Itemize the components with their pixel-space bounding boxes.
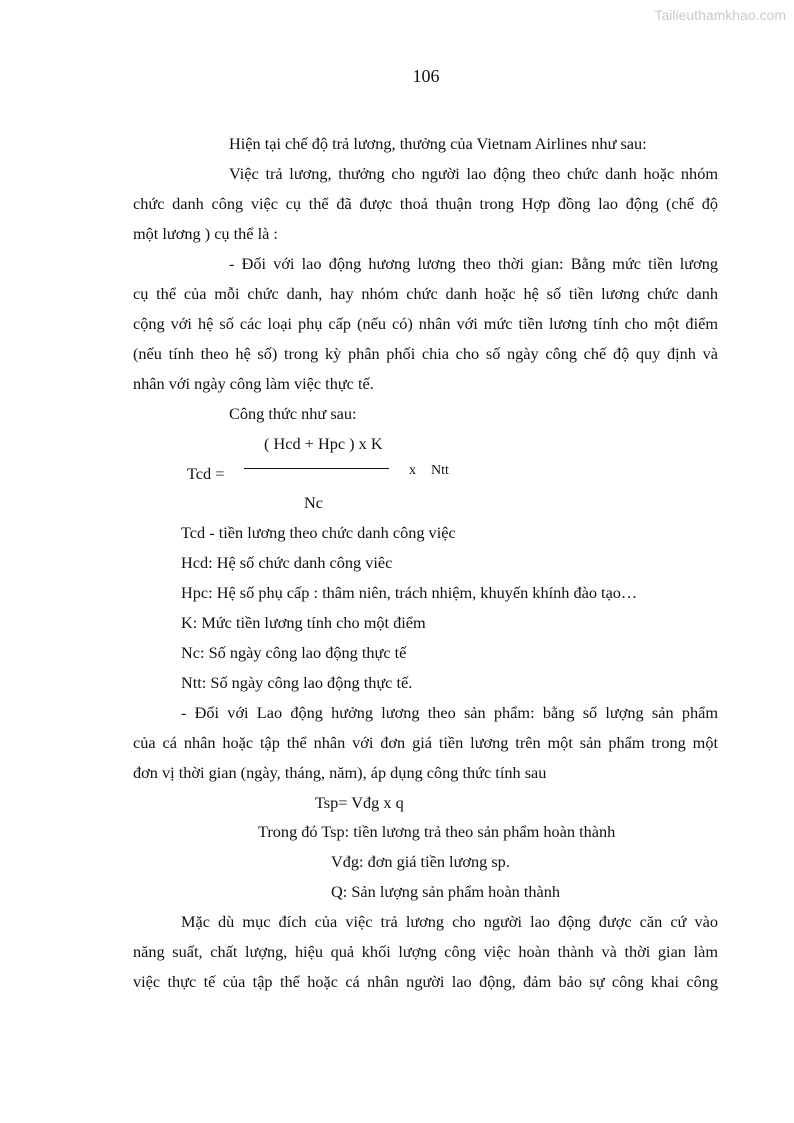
watermark: Tailieuthamkhao.com [654, 7, 786, 23]
paragraph-line: Việc trả lương, thưởng cho người lao động theo chức danh hoặc nhóm [229, 164, 718, 183]
definition-item: K: Mức tiền lương tính cho một điểm [181, 613, 426, 632]
paragraph-line: (nếu tính theo hệ số) trong kỳ phân phối chia cho số ngày công chế độ quy định và [133, 344, 718, 363]
paragraph-line: một lương ) cụ thể là : [133, 224, 278, 243]
formula-intro: Công thức như sau: [229, 404, 357, 423]
definition-item: Hcd: Hệ số chức danh công viêc [181, 553, 393, 572]
paragraph-line: chức danh công việc cụ thể đã được thoả thuận trong Hợp đồng lao động (chế độ [133, 194, 718, 213]
definition-item: Hpc: Hệ số phụ cấp : thâm niên, trách nhiệm, khuyến khính đào tạo… [181, 583, 638, 602]
paragraph-line: - Đối với lao động hương lương theo thời gian: Bằng mức tiền lương [229, 254, 718, 273]
page-number: 106 [412, 66, 440, 86]
formula-denominator: Nc [304, 493, 323, 512]
paragraph-line: của cá nhân hoặc tập thể nhân với đơn giá tiền lương trên một sản phẩm trong một [133, 733, 718, 752]
formula-where: Trong đó Tsp: tiền lương trả theo sản phẩm hoàn thành [258, 822, 616, 841]
paragraph-line: - Đối với Lao động hưởng lương theo sản phẩm: bằng số lượng sản phẩm [181, 703, 718, 722]
formula-factor: Ntt [431, 463, 449, 478]
definition-item: Ntt: Số ngày công lao động thực tế. [181, 673, 413, 692]
definition-item: Tcd - tiền lương theo chức danh công việc [181, 523, 456, 542]
formula-vdg: Vđg: đơn giá tiền lương sp. [331, 852, 510, 871]
formula-lhs: Tcd = [187, 464, 225, 483]
paragraph-line: việc thực tế của tập thể hoặc cá nhân người lao động, đảm bảo sự công khai công [133, 972, 718, 991]
formula-numerator: ( Hcd + Hpc ) x K [264, 434, 383, 453]
formula-q: Q: Sản lượng sản phẩm hoàn thành [331, 882, 561, 901]
paragraph-line: Mặc dù mục đích của việc trả lương cho người lao động được căn cứ vào [181, 912, 718, 931]
formula-tsp: Tsp= Vđg x q [315, 793, 404, 812]
definition-item: Nc: Số ngày công lao động thực tế [181, 643, 407, 662]
formula-times: x [409, 463, 416, 478]
intro-line: Hiện tại chế độ trả lương, thưởng của Vietnam Airlines như sau: [229, 134, 647, 153]
paragraph-line: nhân với ngày công làm việc thực tế. [133, 374, 374, 393]
fraction-bar [244, 468, 389, 469]
paragraph-line: cộng với hệ số các loại phụ cấp (nếu có) nhân với mức tiền lương tính cho một điểm [133, 314, 718, 333]
paragraph-line: đơn vị thời gian (ngày, tháng, năm), áp dụng công thức tính sau [133, 763, 547, 782]
paragraph-line: năng suất, chất lượng, hiệu quả khối lượng công việc hoàn thành và thời gian làm [133, 942, 718, 961]
paragraph-line: cụ thể của mỗi chức danh, hay nhóm chức danh hoặc hệ số tiền lương chức danh [133, 284, 718, 303]
